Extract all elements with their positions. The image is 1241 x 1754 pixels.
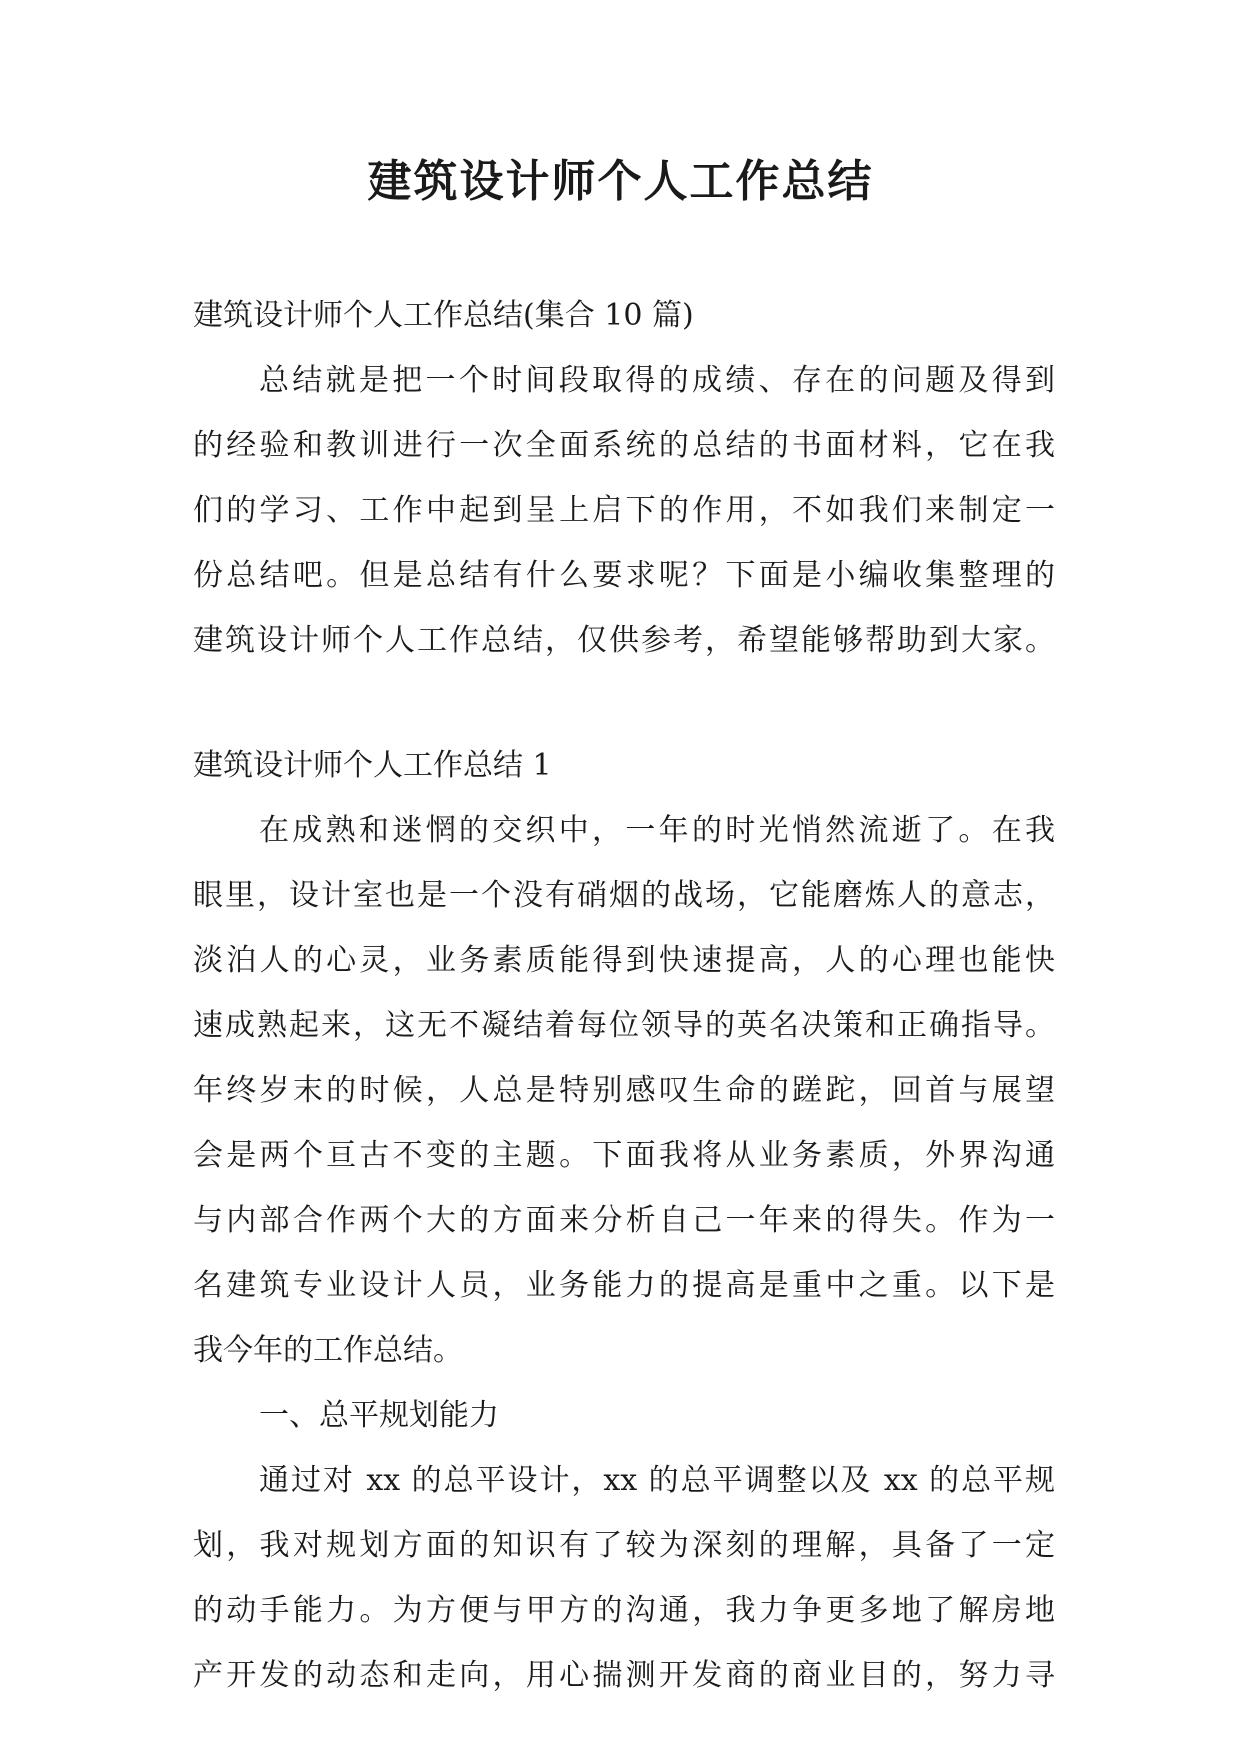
paragraph-line: 建筑设计师个人工作总结，仅供参考，希望能够帮助到大家。: [193, 623, 1055, 658]
paragraph-line: 会是两个亘古不变的主题。下面我将从业务素质，外界沟通: [193, 1138, 1055, 1173]
section-heading: 建筑设计师个人工作总结 1: [193, 748, 552, 783]
section-spacer: [193, 673, 1055, 733]
intro-paragraph: [193, 348, 1055, 673]
paragraph-line: 总结就是把一个时间段取得的成绩、存在的问题及得到: [259, 363, 1055, 398]
document-subtitle: 建筑设计师个人工作总结(集合 10 篇): [193, 298, 694, 333]
item-paragraph: [193, 1448, 1055, 1708]
page-title: 建筑设计师个人工作总结: [367, 156, 874, 207]
paragraph-line: 名建筑专业设计人员，业务能力的提高是重中之重。以下是: [193, 1268, 1055, 1303]
section-paragraph: [193, 798, 1055, 1383]
paragraph-line: 的动手能力。为方便与甲方的沟通，我力争更多地了解房地: [193, 1593, 1055, 1628]
paragraph-line: 份总结吧。但是总结有什么要求呢？下面是小编收集整理的: [193, 558, 1055, 593]
paragraph-line: 我今年的工作总结。: [193, 1333, 463, 1368]
paragraph-line: 划，我对规划方面的知识有了较为深刻的理解，具备了一定: [193, 1528, 1055, 1563]
paragraph-line: 眼里，设计室也是一个没有硝烟的战场，它能磨炼人的意志，: [193, 878, 1055, 913]
paragraph-line: 的经验和教训进行一次全面系统的总结的书面材料，它在我: [193, 428, 1055, 463]
paragraph-line: 与内部合作两个大的方面来分析自己一年来的得失。作为一: [193, 1203, 1055, 1238]
paragraph-line: 们的学习、工作中起到呈上启下的作用，不如我们来制定一: [193, 493, 1055, 528]
paragraph-line: 产开发的动态和走向，用心揣测开发商的商业目的，努力寻: [193, 1658, 1055, 1693]
paragraph-line: 年终岁末的时候，人总是特别感叹生命的蹉跎，回首与展望: [193, 1073, 1055, 1108]
item-heading: 一、总平规划能力: [259, 1398, 499, 1433]
paragraph-line: 淡泊人的心灵，业务素质能得到快速提高，人的心理也能快: [193, 943, 1055, 978]
document-body: [193, 283, 1055, 1708]
paragraph-line: 通过对 xx 的总平设计，xx 的总平调整以及 xx 的总平规: [259, 1463, 1055, 1498]
paragraph-line: 速成熟起来，这无不凝结着每位领导的英名决策和正确指导。: [193, 1008, 1055, 1043]
paragraph-line: 在成熟和迷惘的交织中，一年的时光悄然流逝了。在我: [259, 813, 1055, 848]
